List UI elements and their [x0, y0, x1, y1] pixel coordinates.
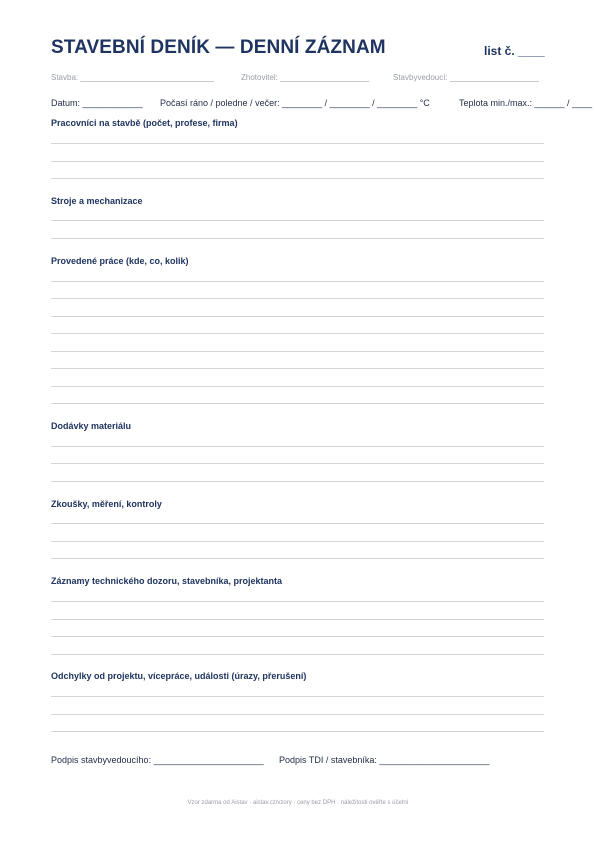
section-heading-tests: Zkoušky, měření, kontroly — [51, 499, 162, 509]
writing-line — [51, 281, 544, 282]
writing-line — [51, 161, 544, 162]
site-manager-field: Stavbyvedoucí: ____________________ — [393, 73, 539, 82]
writing-line — [51, 654, 544, 655]
writing-line — [51, 636, 544, 637]
writing-line — [51, 386, 544, 387]
signature-supervisor: Podpis TDI / stavebníka: ______________________ — [279, 755, 490, 765]
writing-line — [51, 446, 544, 447]
writing-line — [51, 298, 544, 299]
writing-line — [51, 714, 544, 715]
section-heading-supervision-records: Záznamy technického dozoru, stavebníka, projektanta — [51, 576, 283, 586]
sheet-number-label: list č. ____ — [484, 44, 545, 58]
writing-line — [51, 601, 544, 602]
writing-line — [51, 481, 544, 482]
writing-line — [51, 316, 544, 317]
writing-line — [51, 368, 544, 369]
section-heading-deviations: Odchylky od projektu, vícepráce, události (úrazy, přerušení) — [51, 671, 307, 681]
date-field: Datum: ____________ — [51, 98, 143, 108]
temperature-field: Teplota min./max.: ______ / ____ — [459, 98, 593, 108]
section-heading-work-done: Provedené práce (kde, co, kolik) — [51, 256, 189, 266]
writing-line — [51, 220, 544, 221]
writing-line — [51, 619, 544, 620]
writing-line — [51, 178, 544, 179]
writing-line — [51, 238, 544, 239]
writing-line — [51, 558, 544, 559]
writing-line — [51, 696, 544, 697]
writing-line — [51, 351, 544, 352]
writing-line — [51, 523, 544, 524]
footer-note: Vzor zdarma od Aistav · aistav.cz/vzory · ceny bez DPH · náležitosti ověřte s účetní — [187, 800, 409, 806]
writing-line — [51, 731, 544, 732]
signature-site-manager: Podpis stavbyvedoucího: ______________________ — [51, 755, 264, 765]
section-heading-material-deliveries: Dodávky materiálu — [51, 421, 132, 431]
writing-line — [51, 403, 544, 404]
writing-line — [51, 143, 544, 144]
writing-line — [51, 333, 544, 334]
writing-line — [51, 541, 544, 542]
weather-field: Počasí ráno / poledne / večer: ________ / ________ / ________ °C — [160, 98, 430, 108]
page-title: STAVEBNÍ DENÍK — DENNÍ ZÁZNAM — [51, 37, 386, 58]
section-heading-machinery: Stroje a mechanizace — [51, 196, 143, 206]
site-field: Stavba: ______________________________ — [51, 73, 214, 82]
section-heading-workers: Pracovníci na stavbě (počet, profese, firma) — [51, 118, 238, 128]
writing-line — [51, 463, 544, 464]
contractor-field: Zhotovitel: ____________________ — [241, 73, 370, 82]
